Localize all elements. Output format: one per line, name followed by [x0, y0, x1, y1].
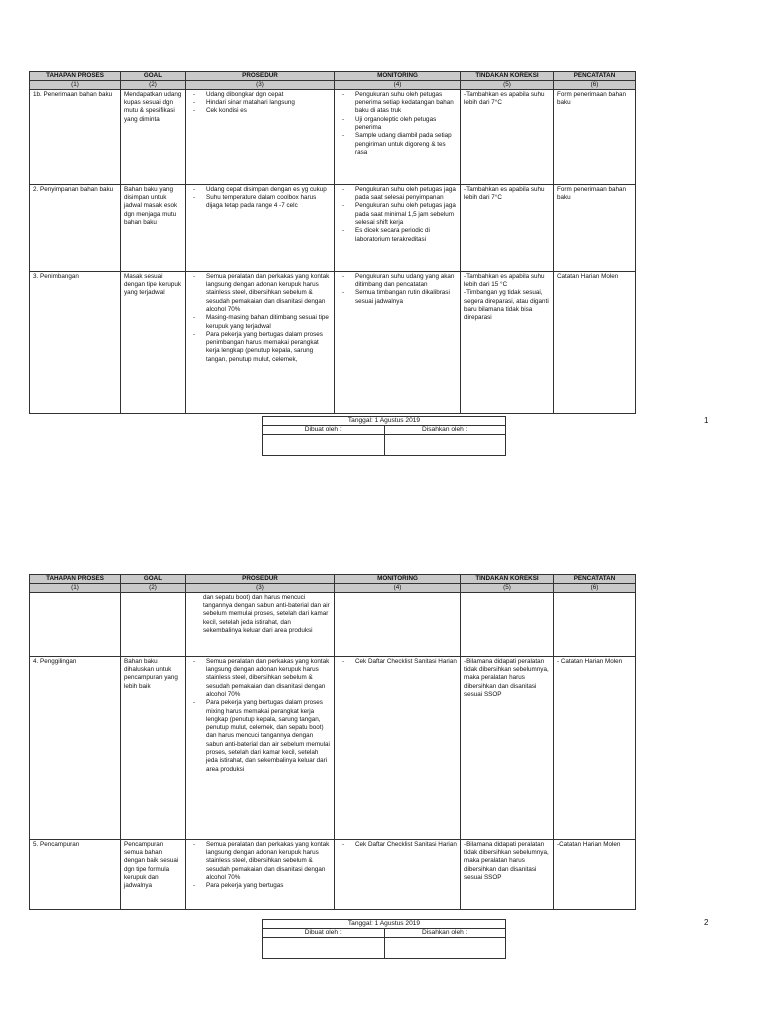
stage-cell: 1b. Penerimaan bahan baku	[30, 89, 121, 184]
header-num-3: (3)	[186, 80, 335, 89]
haccp-table-page-1	[29, 71, 636, 414]
procedure-cell	[186, 839, 335, 909]
correction-cell: -Tambahkan es apabila suhu lebih dari 15 °C -Timbangan yg tidak sesuai, segera direparasi, atau diganti baru bilamana tidak bisa direparasi	[461, 271, 554, 413]
header-correction: TINDAKAN KOREKSI	[461, 575, 554, 584]
header-num-5: (5)	[461, 80, 554, 89]
header-num-6: (6)	[554, 80, 636, 89]
correction-cell: -Tambahkan es apabila suhu lebih dari 7°C	[461, 184, 554, 271]
table-row-continuation	[30, 592, 636, 656]
procedure-cell	[186, 89, 335, 184]
correction-cell: -Bilamana didapati peralatan tidak dibersihkan sebelumnya, maka peralatan harus dibersihkan dan disanitasi sesuai SSOP	[461, 839, 554, 909]
header-monitoring: MONITORING	[335, 72, 461, 81]
stage-cell: 4. Penggilingan	[30, 656, 121, 839]
signoff-date: Tanggal: 1 Agustus 2019	[263, 920, 506, 929]
monitoring-item: - Pengukuran suhu udang yang akan ditimbang dan pencatatan	[338, 273, 457, 290]
header-record: PENCATATAN	[554, 72, 636, 81]
procedure-item: - Semua peralatan dan perkakas yang kontak langsung dengan adonan kerupuk harus stainless steel, dibersihkan sebelum & sesudah pemakaian dan disanitasi dengan alcohol 70%	[189, 273, 331, 314]
procedure-cell	[186, 656, 335, 839]
monitoring-item: - Es dicek secara periodic di laboratorium terakreditasi	[338, 227, 457, 244]
header-goal: GOAL	[121, 575, 186, 584]
approved-by-label: Disahkan oleh :	[384, 426, 506, 435]
stage-cell: 2. Penyimpanan bahan baku	[30, 184, 121, 271]
monitoring-cell	[335, 271, 461, 413]
correction-cell: -Tambahkan es apabila suhu lebih dari 7°C	[461, 89, 554, 184]
table-header-row	[30, 575, 636, 584]
header-num-3: (3)	[186, 583, 335, 592]
page-number: 2	[704, 918, 709, 927]
header-procedure: PROSEDUR	[186, 72, 335, 81]
approved-by-signature-field[interactable]	[384, 938, 506, 959]
monitoring-item: - Pengukuran suhu oleh petugas jaga pada saat minimal 1,5 jam sebelum selesai shift kerja	[338, 202, 457, 227]
goal-cell: Bahan baku dihaluskan untuk pencampuran yang lebih baik	[121, 656, 186, 839]
header-procedure: PROSEDUR	[186, 575, 335, 584]
goal-cell: Masak sesuai dengan tipe kerupuk yang terjadwal	[121, 271, 186, 413]
record-cell: -Catatan Harian Molen	[554, 839, 636, 909]
procedure-item: - Para pekerja yang bertugas dalam proses penimbangan harus memakai perangkat kerja lengkap (penutup kepala, sarung tangan, penutup mulut, celemek,	[189, 331, 331, 364]
procedure-item: - Masing-masing bahan ditimbang sesuai tipe kerupuk yang terjadwal	[189, 314, 331, 331]
procedure-item: - Hindari sinar matahari langsung	[189, 99, 331, 107]
table-row	[30, 839, 636, 909]
procedure-cell	[186, 184, 335, 271]
monitoring-item: - Uji organoleptic oleh petugas penerima	[338, 116, 457, 133]
procedure-continuation: dan sepatu boot) dan harus mencuci tangannya dengan sabun anti-baterial dan air sebelum memulai proses, setelah dari kamar kecil, setelah jeda istirahat, dan sekembalinya keluar dari area produksi	[203, 593, 330, 634]
table-row	[30, 89, 636, 184]
record-cell: - Catatan Harian Molen	[554, 656, 636, 839]
table-number-row	[30, 583, 636, 592]
monitoring-cell	[335, 592, 461, 656]
monitoring-cell	[335, 89, 461, 184]
header-num-2: (2)	[121, 583, 186, 592]
record-cell: Form penerimaan bahan baku	[554, 184, 636, 271]
made-by-label: Dibuat oleh :	[263, 929, 385, 938]
goal-cell: Pencampuran semua bahan dengan baik sesuai dgn tipe formula kerupuk dan jadwalnya	[121, 839, 186, 909]
procedure-item: - Para pekerja yang bertugas dalam proses mixing harus memakai perangkat kerja lengkap (penutup kepala, sarung tangan, penutup mulut, celemek, dan sepatu boot) dan harus mencuci tangannya dengan sabun anti-baterial dan air sebelum memulai proses, setelah dari kamar kecil, setelah jeda istirahat, dan sekembalinya keluar dari area produksi	[189, 699, 331, 774]
signoff-box-page-1	[262, 416, 506, 456]
goal-cell: Bahan baku yang disimpan untuk jadwal masak esok dgn menjaga mutu bahan baku	[121, 184, 186, 271]
procedure-item: - Udang cepat disimpan dengan es yg cukup	[189, 186, 331, 194]
header-num-1: (1)	[30, 80, 121, 89]
monitoring-item: - Semua timbangan rutin dikalibrasi sesuai jadwalnya	[338, 289, 457, 306]
approved-by-label: Disahkan oleh :	[384, 929, 506, 938]
table-header-row	[30, 72, 636, 81]
table-row	[30, 656, 636, 839]
made-by-signature-field[interactable]	[263, 435, 385, 456]
made-by-label: Dibuat oleh :	[263, 426, 385, 435]
procedure-item: - Semua peralatan dan perkakas yang kontak langsung dengan adonan kerupuk harus stainless steel, dibersihkan sebelum & sesudah pemakaian dan disanitasi dengan alcohol 70%	[189, 658, 331, 699]
procedure-cell	[186, 592, 335, 656]
record-cell: Form penerimaan bahan baku	[554, 89, 636, 184]
approved-by-signature-field[interactable]	[384, 435, 506, 456]
procedure-item: - Udang dibongkar dgn cepat	[189, 91, 331, 99]
procedure-item: - Semua peralatan dan perkakas yang kontak langsung dengan adonan kerupuk harus stainless steel, dibersihkan sebelum & sesudah pemakaian dan disanitasi dengan alcohol 70%	[189, 841, 331, 882]
table-number-row	[30, 80, 636, 89]
made-by-signature-field[interactable]	[263, 938, 385, 959]
monitoring-item: - Pengukuran suhu oleh petugas jaga pada saat selesai penyimpanan	[338, 186, 457, 203]
page-number: 1	[704, 416, 709, 425]
header-num-6: (6)	[554, 583, 636, 592]
correction-cell	[461, 592, 554, 656]
table-row	[30, 184, 636, 271]
procedure-cell	[186, 271, 335, 413]
document-page-2	[0, 512, 768, 1024]
procedure-item: - Suhu temperature dalam coolbox harus dijaga tetap pada range 4 -7 celc	[189, 194, 331, 211]
monitoring-item: - Cek Daftar Checklist Sanitasi Harian	[338, 841, 457, 849]
table-row	[30, 271, 636, 413]
header-correction: TINDAKAN KOREKSI	[461, 72, 554, 81]
haccp-table-page-2	[29, 574, 636, 910]
procedure-item: - Cek kondisi es	[189, 107, 331, 115]
header-stage: TAHAPAN PROSES	[30, 72, 121, 81]
monitoring-cell	[335, 184, 461, 271]
monitoring-cell	[335, 656, 461, 839]
header-goal: GOAL	[121, 72, 186, 81]
goal-cell: Mendapatkan udang kupas sesuai dgn mutu & spesifikasi yang diminta	[121, 89, 186, 184]
monitoring-item: - Sample udang diambil pada setiap pengiriman untuk digoreng & tes rasa	[338, 132, 457, 157]
stage-cell: 3. Penimbangan	[30, 271, 121, 413]
header-num-4: (4)	[335, 80, 461, 89]
stage-cell	[30, 592, 121, 656]
header-num-5: (5)	[461, 583, 554, 592]
signoff-box-page-2	[262, 919, 506, 959]
procedure-item: - Para pekerja yang bertugas	[189, 882, 331, 890]
monitoring-item: - Cek Daftar Checklist Sanitasi Harian	[338, 658, 457, 666]
header-num-1: (1)	[30, 583, 121, 592]
header-num-4: (4)	[335, 583, 461, 592]
monitoring-item: - Pengukuran suhu oleh petugas penerima setiap kedatangan bahan baku di atas truk	[338, 91, 457, 116]
header-num-2: (2)	[121, 80, 186, 89]
correction-cell: -Bilamana didapati peralatan tidak dibersihkan sebelumnya, maka peralatan harus dibersihkan dan disanitasi sesuai SSOP	[461, 656, 554, 839]
monitoring-cell	[335, 839, 461, 909]
header-stage: TAHAPAN PROSES	[30, 575, 121, 584]
header-monitoring: MONITORING	[335, 575, 461, 584]
record-cell	[554, 592, 636, 656]
stage-cell: 5. Pencampuran	[30, 839, 121, 909]
record-cell: Catatan Harian Molen	[554, 271, 636, 413]
signoff-date: Tanggal: 1 Agustus 2019	[263, 417, 506, 426]
header-record: PENCATATAN	[554, 575, 636, 584]
goal-cell	[121, 592, 186, 656]
